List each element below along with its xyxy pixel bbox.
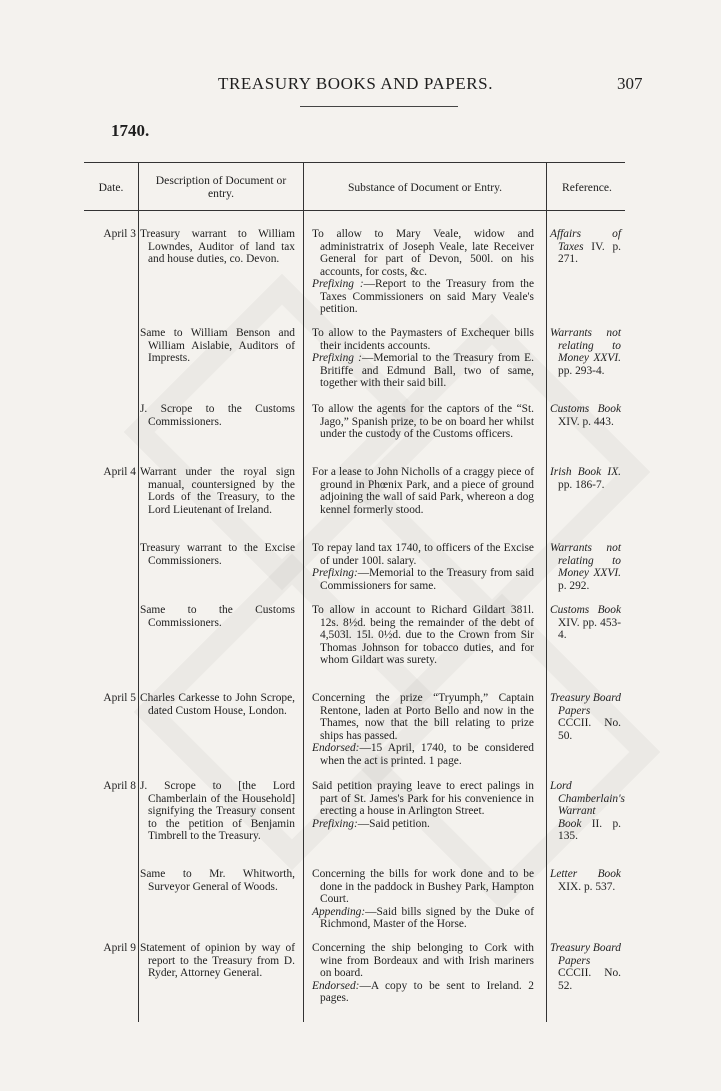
entry-date: April 5 <box>103 692 136 704</box>
entry-note: —A copy to be sent to Ireland. 2 pages. <box>320 979 534 1004</box>
entry-reference: Irish Book IX. <box>550 466 621 478</box>
entry-note: —Memorial to the Treasury from said Commissioners for same. <box>320 567 534 592</box>
year-heading: 1740. <box>111 121 150 140</box>
entry-description: Treasury warrant to the Excise Commissioners. <box>140 542 295 567</box>
column-header-substance: Substance of Document or Entry. <box>347 181 503 194</box>
entry-description: Statement of opinion by way of report to the Treasury from D. Ryder, Attorney General. <box>140 942 295 979</box>
entry-reference: Customs Book <box>550 403 621 415</box>
entry-description: J. Scrope to [the Lord Chamberlain of the Household] signifying the Treasury consent to the petition of Benjamin Timbrell to the Treasury. <box>140 780 295 842</box>
entry-reference: Customs Book <box>550 604 621 616</box>
entry-reference: Treasury Board Papers <box>550 692 621 717</box>
table-top-rule <box>84 162 625 163</box>
entry-description: Treasury warrant to William Lowndes, Auditor of land tax and house duties, co. Devon. <box>140 228 295 265</box>
entry-substance: To allow to Mary Veale, widow and administratrix of Joseph Veale, late Receiver General for part of Devon, 500l. on his accounts, for costs, &c. <box>312 228 534 278</box>
entry-note: —Report to the Treasury from the Taxes Commissioners on said Mary Veale's petition. <box>320 278 534 315</box>
entry-reference-page: XIX. p. 537. <box>558 880 616 893</box>
running-title: TREASURY BOOKS AND PAPERS. <box>218 74 494 93</box>
entry-reference-page: XIV. p. 443. <box>558 415 614 428</box>
header-rule <box>300 106 458 107</box>
entry-note-label: Prefixing : <box>312 278 364 290</box>
entry-description: Warrant under the royal sign manual, countersigned by the Lords of the Treasury, to the Lord Lieutenant of Ireland. <box>140 466 295 516</box>
entry-note: —Memorial to the Treasury from E. Britiffe and Edmund Ball, two of same, together with their said bill. <box>320 352 534 389</box>
column-rule <box>546 162 547 1022</box>
entry-note-label: Appending: <box>312 905 366 918</box>
entry-reference: Lord Chamberlain's Warrant Book <box>550 780 625 830</box>
entry-reference-page: pp. 186-7. <box>558 478 605 491</box>
entry-description: Same to William Benson and William Aislabie, Auditors of Imprests. <box>140 327 295 364</box>
entry-substance: To repay land tax 1740, to officers of the Excise of under 100l. salary. <box>312 542 534 567</box>
entry-substance: For a lease to John Nicholls of a craggy piece of ground in Phœnix Park, and a piece of ground adjoining the wall of said Park, whereon a dog kennel formerly stood. <box>312 466 534 516</box>
entry-description: Charles Carkesse to John Scrope, dated Custom House, London. <box>140 692 295 717</box>
entry-note-label: Prefixing : <box>312 352 362 364</box>
entry-substance: Concerning the bills for work done and to be done in the paddock in Bushey Park, Hampton Court. <box>312 868 534 905</box>
entry-substance: To allow to the Paymasters of Exchequer bills their incidents accounts. <box>312 327 534 352</box>
table-header-rule <box>84 210 625 211</box>
entry-note-label: Endorsed: <box>312 742 360 754</box>
entry-reference-page: pp. 293-4. <box>558 364 605 377</box>
entry-substance: Said petition praying leave to erect palings in part of St. James's Park for his convenience in erecting a house in Arlington Street. <box>312 780 534 817</box>
entry-reference-page: p. 292. <box>558 579 590 592</box>
entry-reference-page: CCCII. No. 52. <box>558 967 621 992</box>
entry-date: April 8 <box>103 780 136 792</box>
entry-description: Same to the Customs Commissioners. <box>140 604 295 629</box>
entry-reference-page: IV. p. 271. <box>558 240 621 265</box>
entry-substance: Concerning the prize “Tryumph,” Captain Rentone, laden at Porto Bello and now in the Thames, now that the bill relating to prize ships has passed. <box>312 692 534 742</box>
entry-reference: Affairs of Taxes <box>550 228 621 253</box>
entry-reference-page: II. p. 135. <box>558 817 621 842</box>
column-header-reference: Reference. <box>562 181 612 194</box>
entry-date: April 4 <box>103 466 136 478</box>
column-rule <box>138 162 139 1022</box>
entry-date: April 3 <box>103 228 136 240</box>
entry-date: April 9 <box>103 942 136 954</box>
entry-note-label: Prefixing: <box>312 567 358 579</box>
entry-note: —15 April, 1740, to be considered when the act is printed. 1 page. <box>320 742 534 767</box>
entry-substance: Concerning the ship belonging to Cork with wine from Bordeaux and with Irish mariners on board. <box>312 942 534 979</box>
entry-note: —Said bills signed by the Duke of Richmond, Master of the Horse. <box>320 905 534 930</box>
entry-note: —Said petition. <box>357 817 430 830</box>
entry-reference: Treasury Board Papers <box>550 942 621 967</box>
page-number: 307 <box>617 74 643 93</box>
entry-note-label: Endorsed: <box>312 979 360 992</box>
entry-description: Same to Mr. Whitworth, Surveyor General of Woods. <box>140 868 295 893</box>
entry-reference: Letter Book <box>550 868 621 880</box>
column-rule <box>303 162 304 1022</box>
column-header-date: Date. <box>98 181 124 194</box>
entry-reference: Warrants not relating to Money XXVI. <box>550 327 621 364</box>
entry-reference-page: XIV. pp. 453-4. <box>558 616 621 641</box>
entry-note-label: Prefixing: <box>312 817 358 830</box>
entry-reference: Warrants not relating to Money XXVI. <box>550 542 621 579</box>
column-header-description: Description of Document or entry. <box>155 174 287 200</box>
entry-description: J. Scrope to the Customs Commissioners. <box>140 403 295 428</box>
entry-reference-page: CCCII. No. 50. <box>558 717 621 742</box>
entry-substance: To allow the agents for the captors of the “St. Jago,” Spanish prize, to be on board her whilst under the custody of the Customs officers. <box>312 403 534 440</box>
entry-substance: To allow in account to Richard Gildart 381l. 12s. 8½d. being the remainder of the debt of 4,503l. 15l. 0½d. due to the Crown from Sir Thomas Johnson for tobacco duties, and for whom Gildart was surety. <box>312 604 534 666</box>
